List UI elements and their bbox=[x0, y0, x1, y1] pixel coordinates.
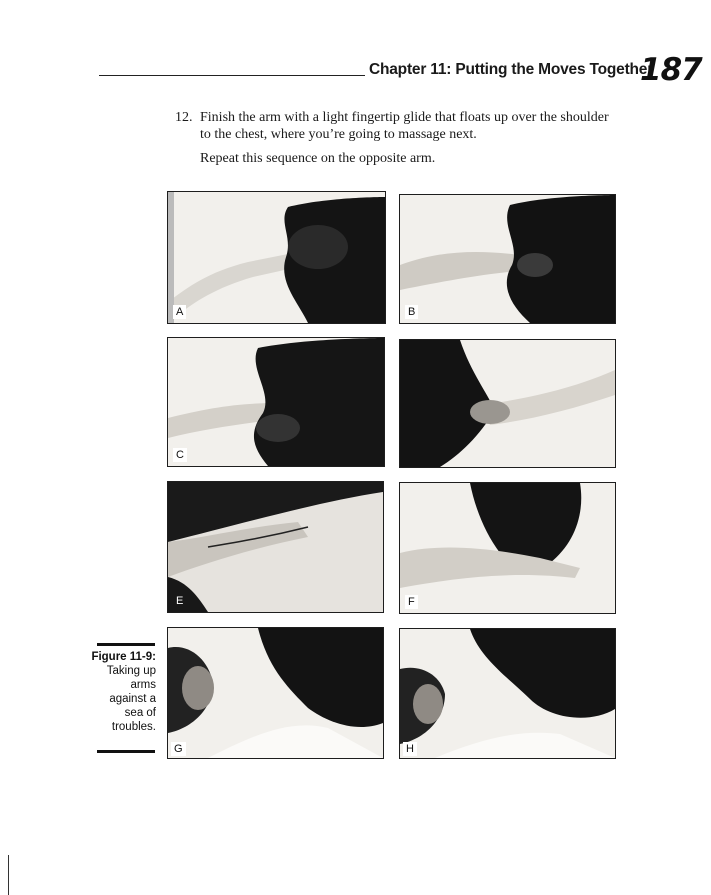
photo-e-image bbox=[168, 482, 383, 612]
figure-caption-line: arms bbox=[130, 679, 156, 691]
figure-caption bbox=[80, 650, 156, 734]
figure-caption-line: sea of bbox=[124, 707, 156, 719]
figure-caption-line: troubles. bbox=[111, 721, 156, 733]
photo-f-image bbox=[400, 483, 615, 613]
photo-label-f: F bbox=[405, 595, 418, 609]
photo-c bbox=[167, 337, 385, 467]
photo-b-image bbox=[400, 195, 615, 323]
photo-f bbox=[399, 482, 616, 614]
photo-c-image bbox=[168, 338, 384, 466]
photo-d-image bbox=[400, 340, 615, 467]
figure-caption-line: against a bbox=[109, 693, 156, 705]
photo-a bbox=[167, 191, 386, 324]
photo-label-c: C bbox=[173, 448, 187, 462]
figure-rule-bottom bbox=[97, 750, 155, 753]
photo-label-e: E bbox=[176, 595, 184, 607]
photo-label-g: G bbox=[171, 742, 186, 756]
step-text: Finish the arm with a light fingertip glide that floats up over the shoulder to the chest, where you’re going to massage next. bbox=[200, 110, 609, 142]
photo-label-a: A bbox=[173, 305, 186, 319]
header-rule bbox=[99, 75, 365, 76]
photo-label-b: B bbox=[405, 305, 418, 319]
page-number: 187 bbox=[640, 52, 702, 88]
photo-d bbox=[399, 339, 616, 468]
photo-h bbox=[399, 628, 616, 759]
photo-g bbox=[167, 627, 384, 759]
photo-a-image bbox=[168, 192, 385, 323]
photo-label-h: H bbox=[403, 742, 417, 756]
figure-label: Figure 11-9: bbox=[91, 651, 156, 663]
figure-rule-top bbox=[97, 643, 155, 646]
chapter-title: Chapter 11: Putting the Moves Together bbox=[369, 61, 654, 78]
step-number: 12. bbox=[175, 110, 193, 125]
photo-h-image bbox=[400, 629, 615, 758]
figure-caption-line: Taking up bbox=[106, 665, 156, 677]
margin-mark bbox=[8, 855, 9, 895]
photo-g-image bbox=[168, 628, 383, 758]
photo-e bbox=[167, 481, 384, 613]
photo-b bbox=[399, 194, 616, 324]
repeat-instruction: Repeat this sequence on the opposite arm. bbox=[200, 151, 436, 166]
